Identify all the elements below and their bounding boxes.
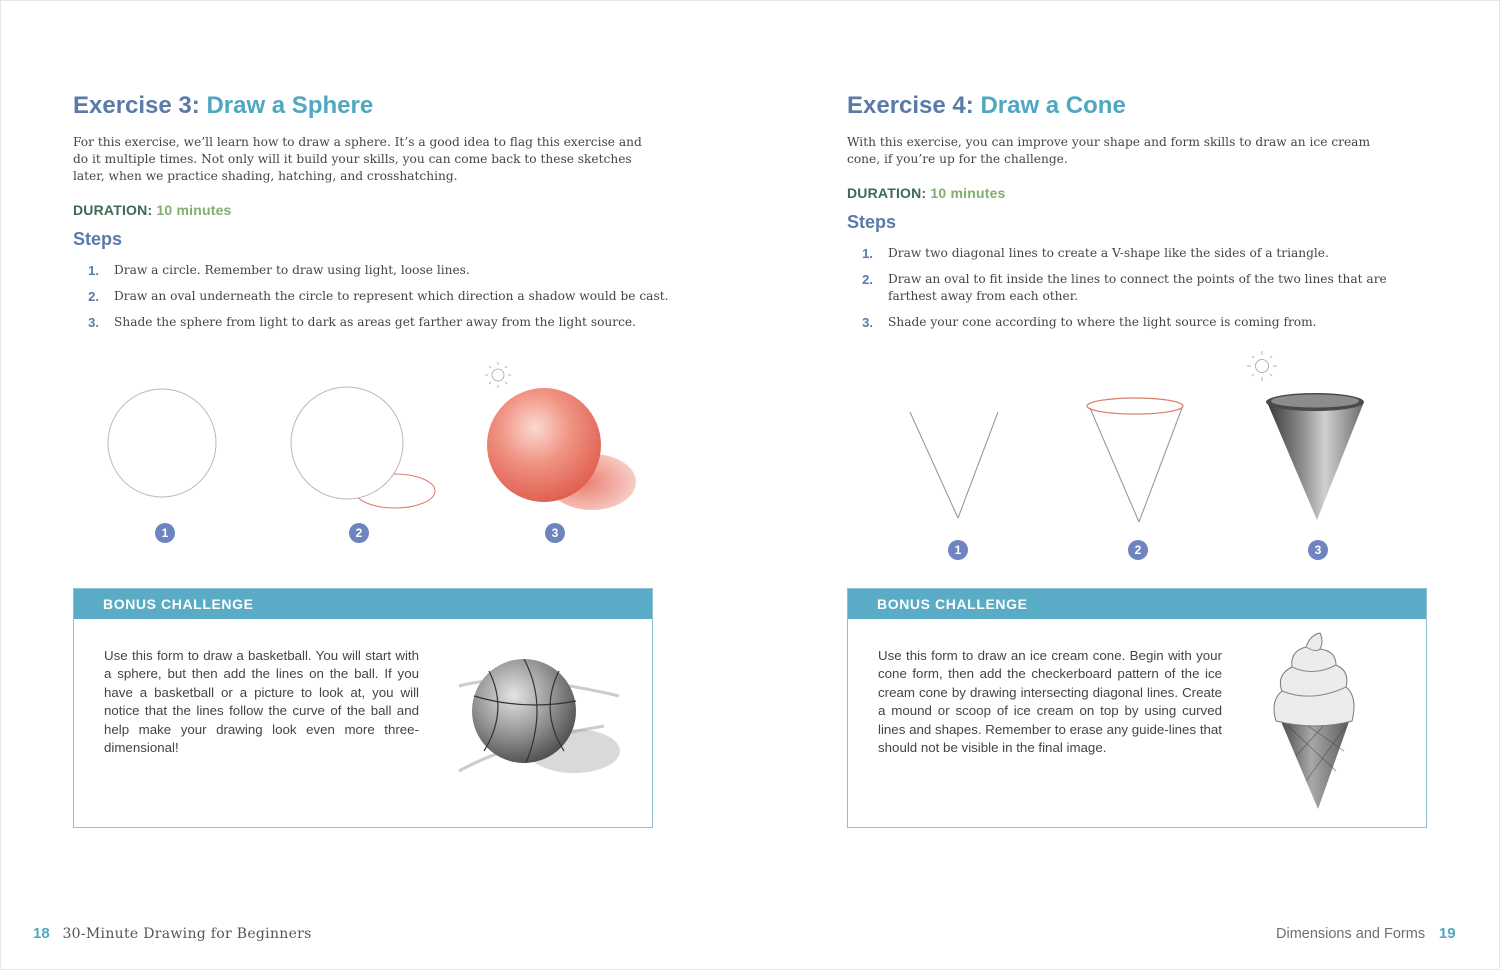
step-text: Draw a circle. Remember to draw using light, loose lines. [114,263,470,277]
duration-value: 10 minutes [156,202,232,218]
chapter-title: Dimensions and Forms [1276,926,1426,942]
cone-step-1-drawing [910,412,998,518]
bonus-challenge-title: BONUS CHALLENGE [103,596,254,612]
steps-heading: Steps [73,229,123,249]
exercise-3-label: Exercise 3: [73,92,200,119]
step-text: Draw an oval underneath the circle to represent which direction a shadow would be cast. [114,289,669,303]
bonus-challenge-box [847,588,1427,828]
step-badge-1: 1 [155,523,175,543]
exercise-3-title [73,92,373,120]
bonus-challenge-text: Use this form to draw a basketball. You will start with a sphere, but then add the lines on the ball. If you have a basketball or a picture to look at, you will notice that the lines follow the curve of the ball and help make your drawing look even more three-dimensional! [104,648,419,756]
exercise-4-label: Exercise 4: [847,92,974,119]
exercise-3-intro: For this exercise, we’ll learn how to draw a sphere. It’s a good idea to flag this exercise and do it multiple times. Not only will it build your skills, you can come back to these sketches later, when we practice shading, hatching, and crosshatching. [73,135,642,183]
book-title: 30-Minute Drawing for Beginners [62,926,312,942]
exercise-4-duration [847,185,1006,201]
step-badge-3: 3 [1308,540,1328,560]
step-badge-1: 1 [948,540,968,560]
right-footer [1276,924,1456,943]
step-text: Draw an oval to fit inside the lines to connect the points of the two lines that are farthest away from each other. [888,272,1387,303]
step-item [851,314,1411,334]
step-number: 1. [862,246,873,261]
left-footer [33,924,312,943]
cone-step-2-drawing [1087,398,1183,522]
step-item [851,245,1411,265]
duration-label: DURATION: [73,202,153,218]
duration-label: DURATION: [847,185,927,201]
duration-value: 10 minutes [930,185,1006,201]
step-item [77,262,677,282]
exercise-4-intro: With this exercise, you can improve your shape and form skills to draw an ice cream cone, if you’re up for the challenge. [847,135,1371,166]
step-number: 2. [88,289,99,304]
cone-steps-illustration [750,340,1500,530]
sphere-step-3-drawing [487,388,636,510]
step-number: 3. [88,315,99,330]
bonus-challenge-title: BONUS CHALLENGE [877,596,1028,612]
bonus-challenge-text: Use this form to draw an ice cream cone. Begin with your cone form, then add the checkerboard pattern of the ice cream cone by drawing intersecting diagonal lines. Create a mound or scoop of ice cream on top by using curved lines and shapes. Remember to erase any guide-lines that should not be visible in the final image. [878,648,1222,756]
cone-step-3-drawing [1266,393,1364,520]
step-badge-2: 2 [1128,540,1148,560]
page-number: 19 [1438,925,1456,942]
step-number: 1. [88,263,99,278]
basketball-drawing [454,651,624,781]
sphere-step-2-drawing [291,387,435,508]
step-badge-3: 3 [545,523,565,543]
exercise-3-name: Draw a Sphere [206,92,374,119]
step-text: Shade the sphere from light to dark as areas get farther away from the light source. [114,315,637,329]
step-number: 3. [862,315,873,330]
steps-heading: Steps [847,212,897,232]
page-number: 18 [33,925,50,942]
ice-cream-cone-drawing [1266,631,1366,813]
bonus-challenge-header [848,589,1426,619]
step-item [77,288,677,308]
step-item [77,314,677,334]
step-number: 2. [862,272,873,287]
sphere-step-1-circle [108,389,216,497]
step-badge-2: 2 [349,523,369,543]
bonus-challenge-header [74,589,652,619]
right-page [750,0,1500,970]
exercise-4-title [847,92,1126,120]
step-item [851,271,1411,307]
sphere-steps-illustration [0,350,750,520]
step-text: Shade your cone according to where the light source is coming from. [888,315,1317,329]
sun-icon [485,362,511,388]
step-text: Draw two diagonal lines to create a V-shape like the sides of a triangle. [888,246,1329,260]
sun-icon [1247,351,1277,381]
exercise-4-name: Draw a Cone [980,92,1126,119]
bonus-challenge-box [73,588,653,828]
exercise-3-duration [73,202,232,218]
